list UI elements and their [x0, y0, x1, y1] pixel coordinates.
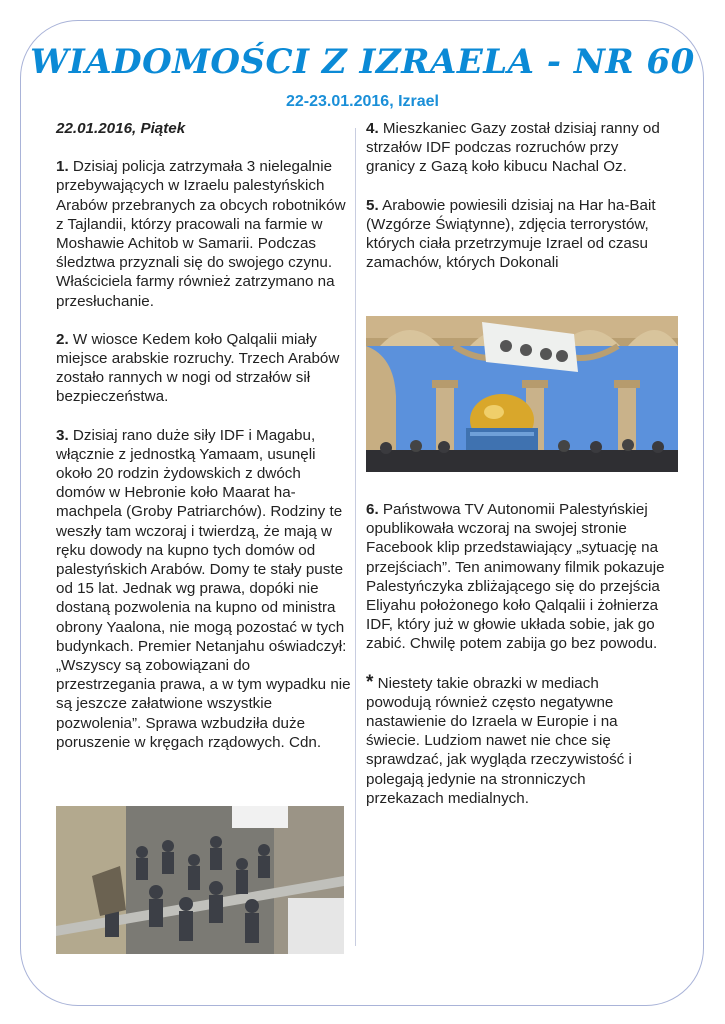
page-subtitle: 22-23.01.2016, Izrael: [285, 93, 439, 110]
soldiers-street-photo: [56, 806, 344, 954]
news-item-6: [366, 500, 666, 654]
date-heading: 22.01.2016, Piątek: [56, 120, 186, 137]
page-title: WIADOMOŚCI Z IZRAELA - NR 60: [30, 42, 695, 82]
item-number: 4.: [366, 120, 379, 137]
news-item-4: [366, 119, 666, 177]
item-text: Mieszkaniec Gazy został dzisiaj ranny od strzałów IDF podczas rozruchów przy granicy z Gazą koło kibucu Nachal Oz.: [366, 120, 660, 176]
left-column: [56, 119, 352, 771]
item-number: 1.: [56, 158, 69, 176]
item-number: 2.: [56, 330, 69, 348]
column-divider: [355, 128, 356, 946]
news-item-2: [56, 330, 352, 407]
right-column-lower: [366, 500, 666, 827]
temple-mount-illustration: [366, 316, 678, 472]
note-text: Niestety takie obrazki w mediach powodują również często negatywne nastawienie do Izraela w Europie i na świecie. Ludziom nawet nie chce się sprawdzać, jak wygląda rzeczywistość i polegają jedynie na stronniczych przekazach medialnych.: [366, 674, 632, 807]
news-item-3: [56, 426, 352, 752]
item-text: Państwowa TV Autonomii Palestyńskiej opublikowała wczoraj na swojej stronie Facebook klip przedstawiający „sytuację na przejściach”. Ten animowany filmik pokazuje Palestyńczyka zbliżającego się do przejścia Eliyahu położonego koło Qalqalii i żołnierza IDF, który już w głowie układa sobie, jak go zabić. Chwilę potem zabija go bez powodu.: [366, 501, 665, 653]
note-asterisk: *: [366, 671, 374, 693]
news-item-1: [56, 157, 352, 311]
item-text: Dzisiaj rano duże siły IDF i Magabu, włącznie z jednostką Yamaam, usunęli około 20 rodzin żydowskich z dwóch domów w Hebronie koło Maarat ha-machpela (Groby Patriarchów). Rodziny te weszły tam wczoraj i twierdzą, że mają w ręku dowody na kupno tych domów od palestyńskich Arabów. Domy te stały puste od 15 lat. Jednak wg prawa, dopóki nie dostaną pozwolenia na kupno od ministra obrony Yaalona, nie mogą pozostać w tych budynkach. Premier Netanjahu oświadczył: „Wszyscy są zobowiązani do przestrzegania prawa, a w tym wypadku nie są jeszcze załatwione wszystkie pozwolenia”. Sprawa wzbudziła duże poruszenie w kręgach rządowych. Cdn.: [56, 426, 351, 751]
note-paragraph: [366, 673, 666, 808]
item-text: Dzisiaj policja zatrzymała 3 nielegalnie przebywających w Izraelu palestyńskich Arabów przebranych za obcych robotników z Tajlandii, którzy pracowali na farmie w Moshawie Achitob w Samarii. Podczas śledztwa przyznali się do swojego czynu. Właściciela farmy również zatrzymano na przesłuchanie.: [56, 158, 346, 310]
item-number: 5.: [366, 196, 379, 214]
item-text: W wiosce Kedem koło Qalqalii miały miejsce arabskie rozruchy. Trzech Arabów zostało rannych w nogi od strzałów sił bezpieczeństwa.: [56, 330, 340, 406]
item-number: 6.: [366, 501, 379, 518]
soldiers-illustration: [56, 806, 344, 954]
temple-mount-photo: [366, 316, 678, 472]
item-number: 3.: [56, 426, 69, 444]
news-item-5: [366, 196, 666, 273]
right-column: [366, 119, 666, 291]
item-text: Arabowie powiesili dzisiaj na Har ha-Bait (Wzgórze Świątynne), zdjęcia terrorystów, których ciała przetrzymuje Izrael od czasu zamachów, których Dokonali: [366, 196, 656, 272]
